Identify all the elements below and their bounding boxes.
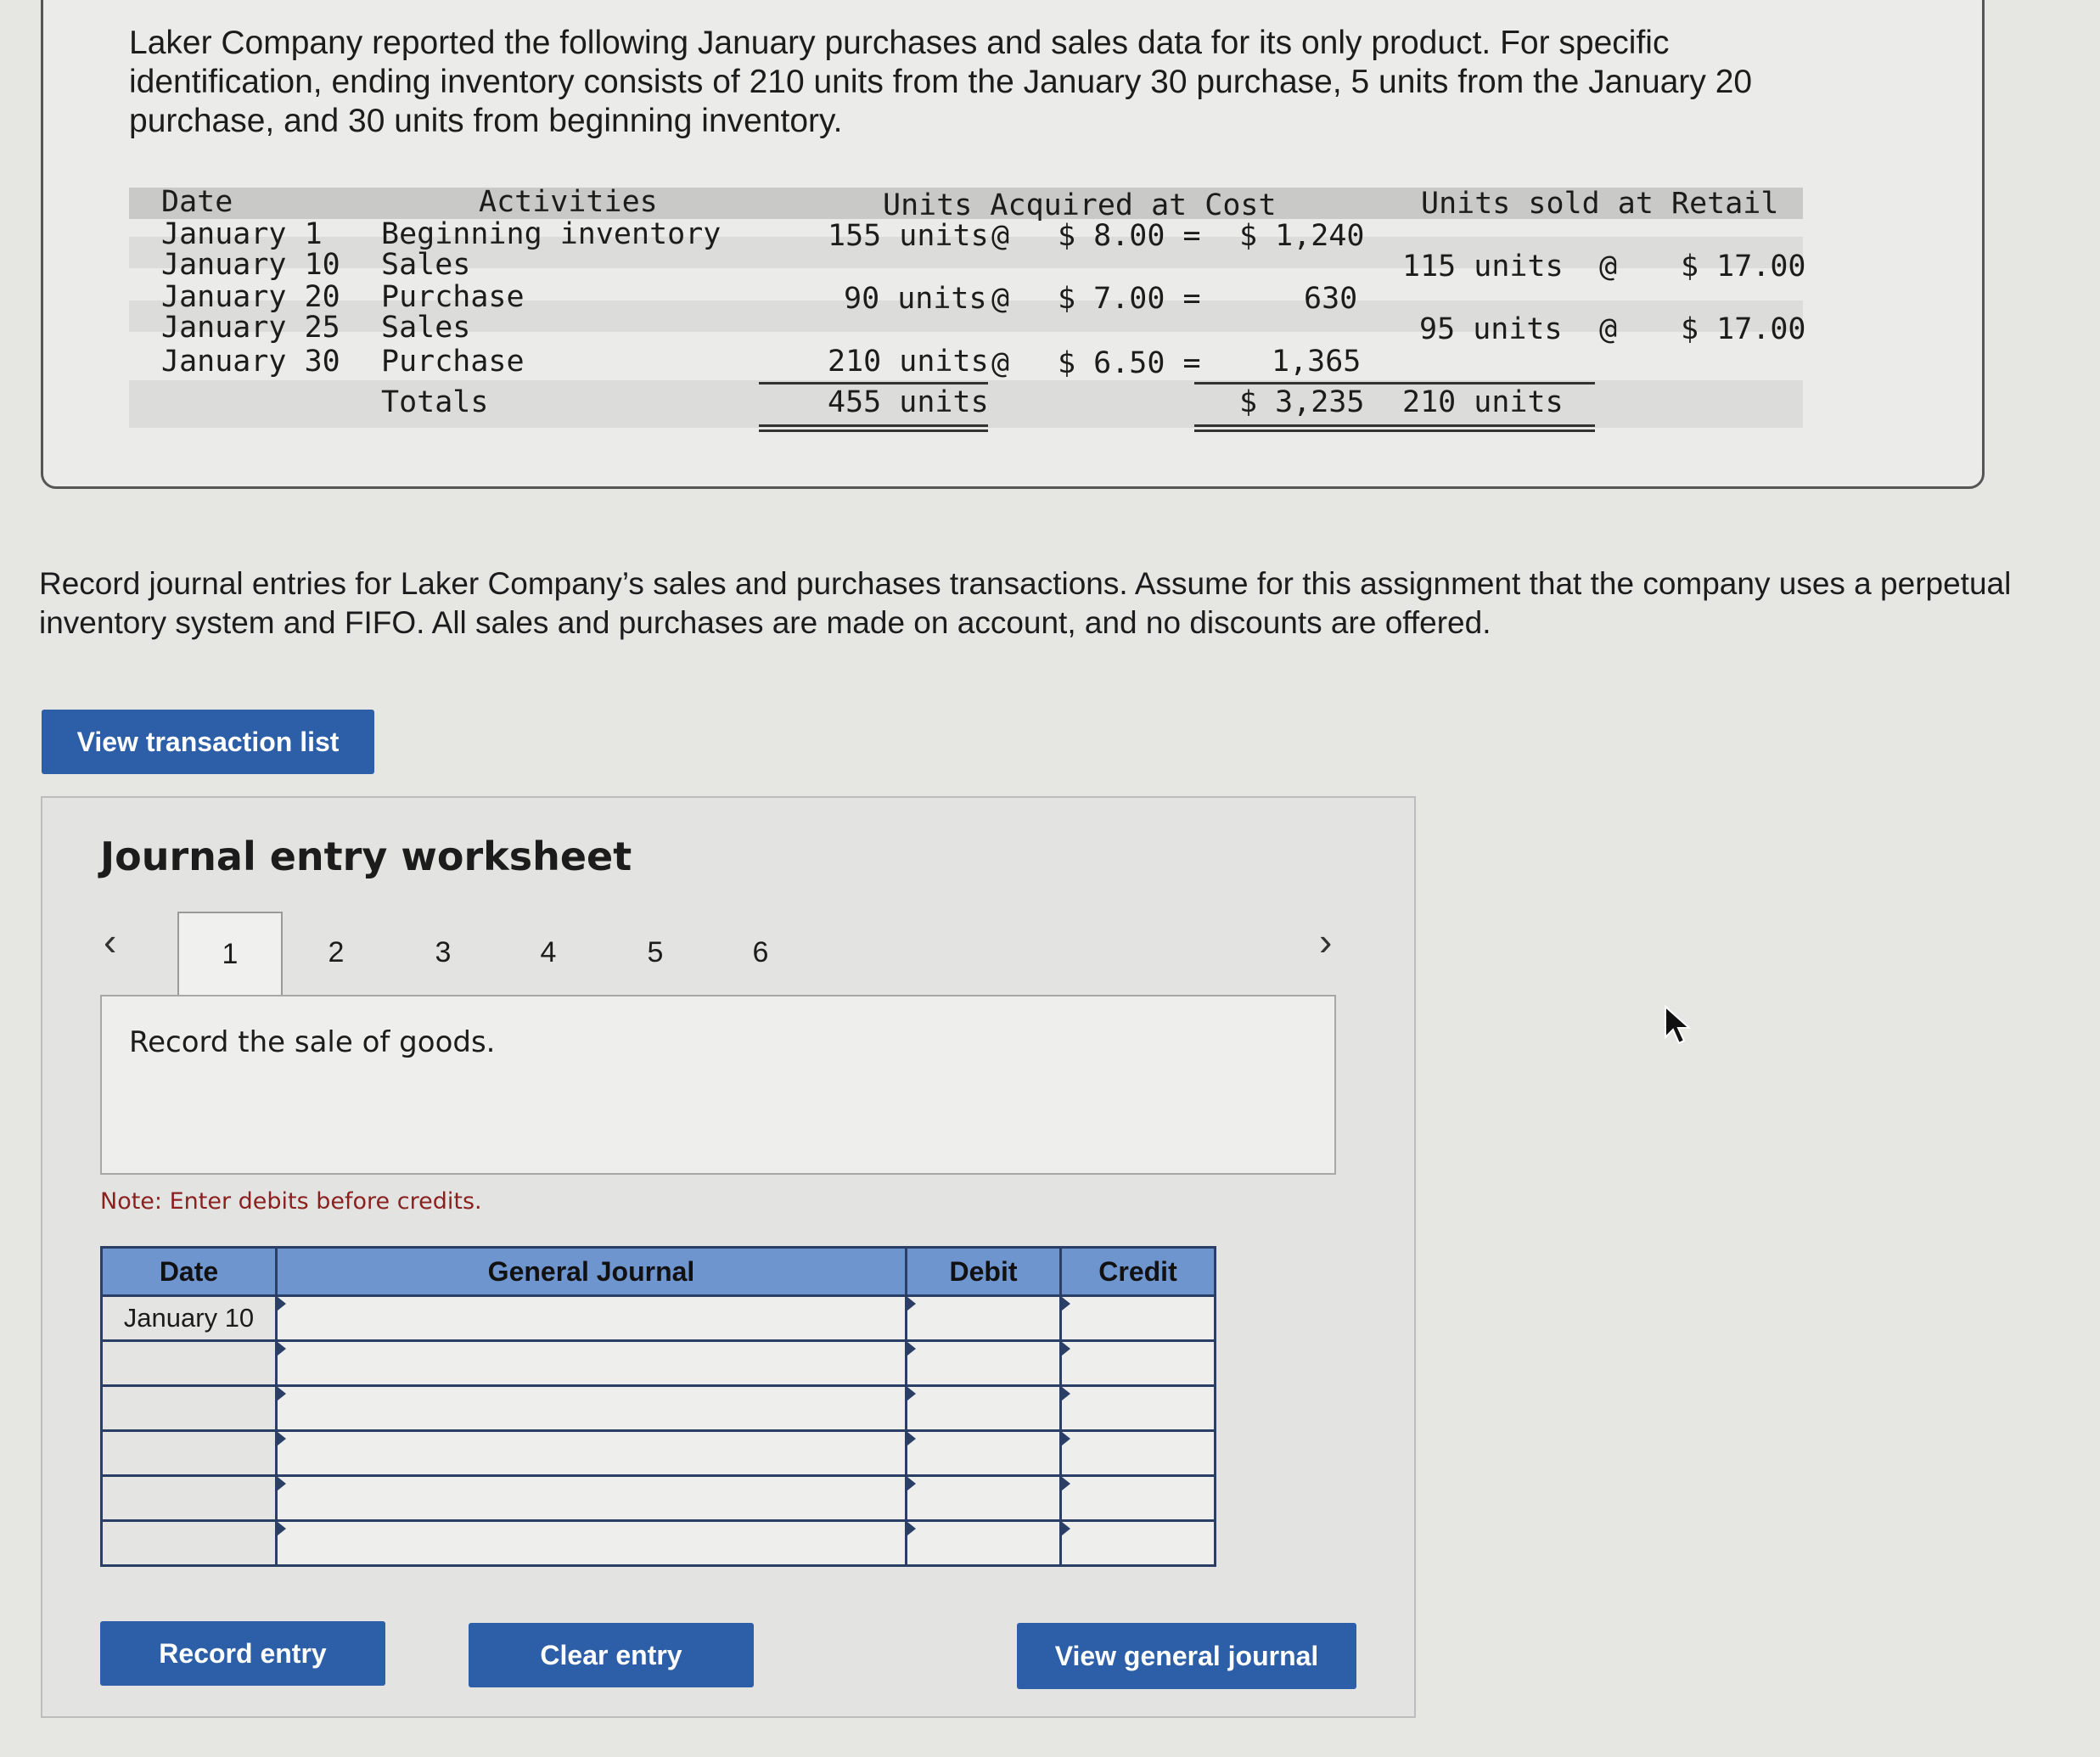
account-cell[interactable] bbox=[277, 1341, 907, 1386]
row-date: January 1 bbox=[161, 217, 323, 251]
date-cell[interactable] bbox=[102, 1476, 277, 1521]
row-acq-total: 1,365 bbox=[1272, 345, 1362, 379]
totals-sold-units: 210 units bbox=[1402, 385, 1564, 419]
credit-cell[interactable] bbox=[1061, 1296, 1216, 1341]
row-date: January 25 bbox=[161, 311, 340, 345]
debits-note: Note: Enter debits before credits. bbox=[100, 1188, 482, 1215]
tab-6[interactable]: 6 bbox=[752, 935, 769, 968]
row-acq-at: @ bbox=[991, 219, 1010, 253]
row-acq-cost: $ 6.50 = bbox=[1058, 346, 1201, 380]
input-marker-icon bbox=[907, 1477, 916, 1490]
input-marker-icon bbox=[1062, 1522, 1070, 1535]
mouse-pointer-icon bbox=[1664, 1005, 1693, 1046]
row-acq-cost: $ 8.00 = bbox=[1058, 219, 1201, 253]
input-marker-icon bbox=[1062, 1297, 1070, 1311]
journal-row bbox=[102, 1296, 1216, 1341]
journal-row bbox=[102, 1476, 1216, 1521]
debit-cell[interactable] bbox=[907, 1386, 1061, 1431]
credit-cell[interactable] bbox=[1061, 1341, 1216, 1386]
view-transaction-list-button[interactable]: View transaction list bbox=[42, 710, 374, 774]
row-sold-price: $ 17.00 bbox=[1681, 312, 1806, 346]
account-cell[interactable] bbox=[277, 1521, 907, 1566]
tab-4[interactable]: 4 bbox=[540, 935, 557, 968]
dropdown-marker-icon bbox=[278, 1477, 286, 1490]
account-cell[interactable] bbox=[277, 1386, 907, 1431]
account-cell[interactable] bbox=[277, 1431, 907, 1476]
total-double-rule bbox=[759, 424, 988, 427]
row-sold-units: 115 units bbox=[1402, 250, 1564, 283]
input-marker-icon bbox=[907, 1432, 916, 1445]
tab-5[interactable]: 5 bbox=[647, 935, 664, 968]
row-acq-units: 155 units bbox=[828, 219, 989, 253]
general-journal-grid bbox=[100, 1246, 1216, 1567]
account-cell[interactable] bbox=[277, 1476, 907, 1521]
credit-cell[interactable] bbox=[1061, 1431, 1216, 1476]
input-marker-icon bbox=[1062, 1432, 1070, 1445]
tab-3[interactable]: 3 bbox=[435, 935, 452, 968]
row-acq-at: @ bbox=[991, 282, 1010, 316]
dropdown-marker-icon bbox=[278, 1297, 286, 1311]
totals-acq-units: 455 units bbox=[828, 385, 989, 419]
instruction-text: Record journal entries for Laker Company’s sales and purchases transactions. Assume for this assignment that the company uses a perpetual inventory system and FIFO. All sales and purchases are made on account, and no discounts are offered. bbox=[39, 566, 2012, 640]
debit-cell[interactable] bbox=[907, 1521, 1061, 1566]
credit-cell[interactable] bbox=[1061, 1386, 1216, 1431]
input-marker-icon bbox=[1062, 1477, 1070, 1490]
input-marker-icon bbox=[1062, 1342, 1070, 1356]
subtotal-rule bbox=[1194, 382, 1595, 385]
row-activity: Purchase bbox=[381, 345, 525, 379]
problem-intro: Laker Company reported the following January purchases and sales data for its only product. For specific identification, ending inventory consists of 210 units from the January 30 purchase, 5 units from the January 20 purchase, and 30 units from beginning inventory. bbox=[129, 25, 1753, 139]
row-sold-at: @ bbox=[1599, 250, 1618, 283]
journal-row bbox=[102, 1341, 1216, 1386]
date-cell[interactable] bbox=[102, 1341, 277, 1386]
date-cell[interactable] bbox=[102, 1386, 277, 1431]
tab-1[interactable]: 1 bbox=[177, 912, 283, 995]
row-sold-at: @ bbox=[1599, 312, 1618, 346]
subtotal-rule bbox=[759, 382, 988, 385]
purchases-sales-table bbox=[129, 185, 1806, 431]
row-date: January 30 bbox=[161, 345, 340, 379]
total-double-rule bbox=[1194, 424, 1595, 427]
credit-cell[interactable] bbox=[1061, 1476, 1216, 1521]
total-double-rule bbox=[1194, 429, 1595, 432]
column-header-date: Date bbox=[102, 1248, 277, 1296]
header-sold: Units sold at Retail bbox=[1421, 187, 1779, 221]
totals-acq-total: $ 3,235 bbox=[1239, 385, 1365, 419]
clear-entry-button[interactable]: Clear entry bbox=[469, 1623, 754, 1687]
total-double-rule bbox=[759, 429, 988, 432]
row-activity: Sales bbox=[381, 248, 471, 282]
chevron-left-icon[interactable]: ‹ bbox=[104, 919, 117, 963]
row-sold-price: $ 17.00 bbox=[1681, 250, 1806, 283]
dropdown-marker-icon bbox=[278, 1432, 286, 1445]
header-activities: Activities bbox=[479, 185, 658, 219]
date-cell[interactable] bbox=[102, 1431, 277, 1476]
input-marker-icon bbox=[907, 1342, 916, 1356]
row-acq-units: 210 units bbox=[828, 345, 989, 379]
header-date: Date bbox=[161, 185, 233, 219]
worksheet-title: Journal entry worksheet bbox=[100, 834, 632, 879]
row-acq-units: 90 units bbox=[844, 282, 987, 316]
debit-cell[interactable] bbox=[907, 1476, 1061, 1521]
record-entry-button[interactable]: Record entry bbox=[100, 1621, 385, 1686]
row-acq-at: @ bbox=[991, 346, 1010, 380]
totals-label: Totals bbox=[381, 385, 489, 419]
view-general-journal-button[interactable]: View general journal bbox=[1017, 1623, 1356, 1689]
row-sold-units: 95 units bbox=[1419, 312, 1563, 346]
journal-row bbox=[102, 1431, 1216, 1476]
debit-cell[interactable] bbox=[907, 1296, 1061, 1341]
credit-cell[interactable] bbox=[1061, 1521, 1216, 1566]
dropdown-marker-icon bbox=[278, 1387, 286, 1401]
row-date: January 20 bbox=[161, 280, 340, 314]
dropdown-marker-icon bbox=[278, 1522, 286, 1535]
account-cell[interactable] bbox=[277, 1296, 907, 1341]
row-acq-total: 630 bbox=[1304, 282, 1358, 316]
date-cell[interactable] bbox=[102, 1521, 277, 1566]
input-marker-icon bbox=[907, 1387, 916, 1401]
row-activity: Sales bbox=[381, 311, 471, 345]
row-activity: Beginning inventory bbox=[381, 217, 722, 251]
row-date: January 10 bbox=[161, 248, 340, 282]
column-header-debit: Debit bbox=[907, 1248, 1061, 1296]
input-marker-icon bbox=[1062, 1387, 1070, 1401]
column-header-general-journal: General Journal bbox=[277, 1248, 907, 1296]
header-acquired: Units Acquired at Cost bbox=[883, 188, 1277, 222]
row-acq-cost: $ 7.00 = bbox=[1058, 282, 1201, 316]
date-cell[interactable]: January 10 bbox=[102, 1296, 277, 1341]
debit-cell[interactable] bbox=[907, 1431, 1061, 1476]
prompt-box bbox=[100, 995, 1336, 1175]
input-marker-icon bbox=[907, 1522, 916, 1535]
row-acq-total: $ 1,240 bbox=[1239, 219, 1365, 253]
prompt-text: Record the sale of goods. bbox=[129, 1025, 496, 1059]
journal-row bbox=[102, 1386, 1216, 1431]
journal-row bbox=[102, 1521, 1216, 1566]
row-activity: Purchase bbox=[381, 280, 525, 314]
debit-cell[interactable] bbox=[907, 1341, 1061, 1386]
dropdown-marker-icon bbox=[278, 1342, 286, 1356]
chevron-right-icon[interactable]: › bbox=[1319, 919, 1333, 963]
tab-2[interactable]: 2 bbox=[328, 935, 345, 968]
input-marker-icon bbox=[907, 1297, 916, 1311]
column-header-credit: Credit bbox=[1061, 1248, 1216, 1296]
